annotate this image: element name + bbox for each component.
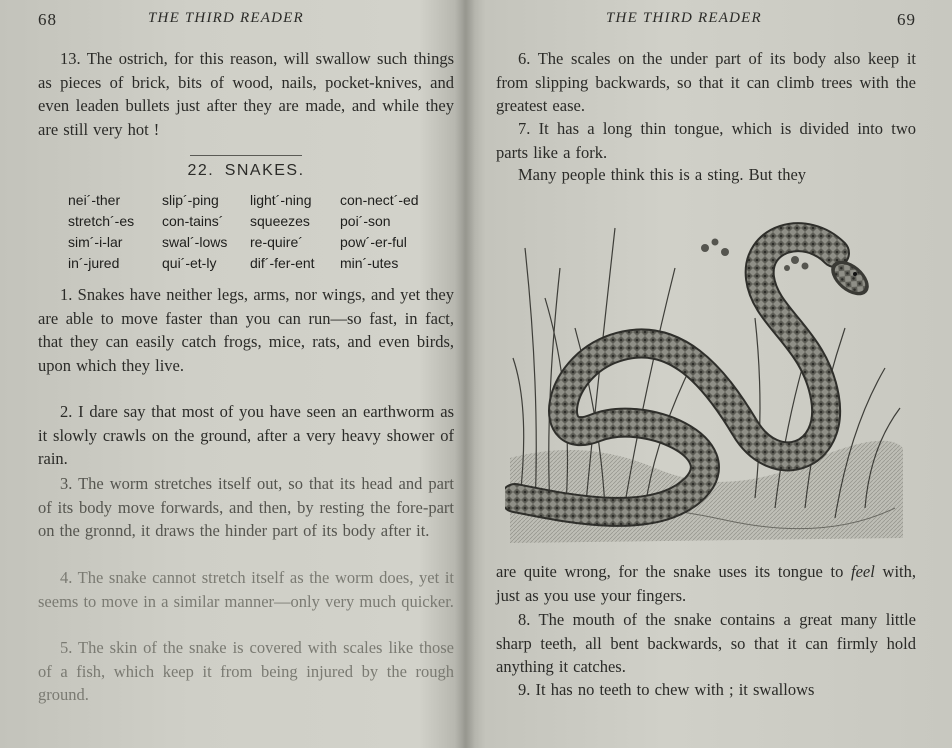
paragraph-7 xyxy=(496,117,916,164)
paragraph-13-text: 13. The ostrich, for this reason, will swallow such things as pieces of brick, bits of wood, nails, pocket-knives, and even leaden bullets just after they are made, and while they are still very hot ! xyxy=(38,49,454,139)
paragraph-7c-pre: are quite wrong, for the snake uses its tongue to xyxy=(496,562,844,581)
vocab-word: squeezes xyxy=(250,213,310,229)
paragraph-5-text: 5. The skin of the snake is covered with scales like those of a fish, which keep it from being injured by the rough ground. xyxy=(38,638,454,704)
paragraph-2-text: 2. I dare say that most of you have seen an earthworm as it slowly crawls on the ground, after a very heavy shower of rain. xyxy=(38,402,454,468)
snake-engraving-icon xyxy=(505,208,905,548)
paragraph-9 xyxy=(496,678,916,702)
paragraph-7b-text: Many people think this is a sting. But they xyxy=(518,165,807,184)
paragraph-8 xyxy=(496,608,916,679)
left-page xyxy=(38,0,454,748)
paragraph-6-text: 6. The scales on the under part of its body also keep it from slipping backwards, so that it can climb trees with the greatest ease. xyxy=(496,49,916,115)
lesson-heading xyxy=(38,160,454,180)
vocab-word: nei´-ther xyxy=(68,192,121,208)
vocab-word: con-nect´-ed xyxy=(340,192,419,208)
section-divider xyxy=(190,155,302,156)
paragraph-7c-text xyxy=(496,560,916,607)
paragraph-2 xyxy=(38,400,454,471)
vocab-word: light´-ning xyxy=(250,192,312,208)
paragraph-7c-post: with, just as you use your fingers. xyxy=(496,562,916,605)
right-page-number: 69 xyxy=(897,10,916,29)
vocab-word: sim´-i-lar xyxy=(68,234,123,250)
paragraph-4-text: 4. The snake cannot stretch itself as the worm does, yet it seems to move in a similar manner—only very much quicker. xyxy=(38,568,454,611)
paragraph-1 xyxy=(38,283,454,377)
paragraph-8-text: 8. The mouth of the snake contains a great many little sharp teeth, all bent backwards, so that it can firmly hold anything it catches. xyxy=(496,610,916,676)
paragraph-9-text: 9. It has no teeth to chew with ; it swallows xyxy=(518,680,815,699)
book-gutter xyxy=(455,0,475,748)
left-page-number: 68 xyxy=(38,10,57,29)
vocab-word: stretch´-es xyxy=(68,213,135,229)
paragraph-7c-italic: feel xyxy=(851,562,875,581)
vocabulary-list xyxy=(68,190,428,274)
vocab-word: dif´-fer-ent xyxy=(250,255,315,271)
vocab-word: pow´-er-ful xyxy=(340,234,407,250)
vocab-word: in´-jured xyxy=(68,255,120,271)
right-running-title: THE THIRD READER xyxy=(606,10,762,26)
lesson-title: SNAKES. xyxy=(224,162,305,179)
paragraph-3-text: 3. The worm stretches itself out, so that its head and part of its body move forwards, and then, by resting the fore-part on the gronnd, it draws the hinder part of its body after it. xyxy=(38,474,454,540)
left-running-head xyxy=(38,10,454,32)
right-running-head xyxy=(496,10,916,32)
paragraph-1-text: 1. Snakes have neither legs, arms, nor wings, and yet they are able to move faster than you can run—so fast, in fact, that they can easily catch frogs, mice, rats, and even birds, upon which they live. xyxy=(38,285,454,375)
vocab-word: qui´-et-ly xyxy=(162,255,217,271)
paragraph-6 xyxy=(496,47,916,118)
vocab-word: con-tains´ xyxy=(162,213,224,229)
vocab-word: swal´-lows xyxy=(162,234,228,250)
paragraph-4 xyxy=(38,566,454,613)
paragraph-7-text: 7. It has a long thin tongue, which is divided into two parts like a fork. xyxy=(496,119,916,162)
paragraph-5 xyxy=(38,636,454,707)
paragraph-7-continued xyxy=(496,163,916,187)
vocab-word: min´-utes xyxy=(340,255,399,271)
paragraph-13 xyxy=(38,47,454,141)
lesson-number: 22. xyxy=(187,162,215,179)
vocab-word: slip´-ping xyxy=(162,192,219,208)
vocab-word: poi´-son xyxy=(340,213,391,229)
vocab-word: re-quire´ xyxy=(250,234,303,250)
paragraph-7-end xyxy=(496,560,916,607)
paragraph-3 xyxy=(38,472,454,543)
left-running-title: THE THIRD READER xyxy=(148,10,304,26)
